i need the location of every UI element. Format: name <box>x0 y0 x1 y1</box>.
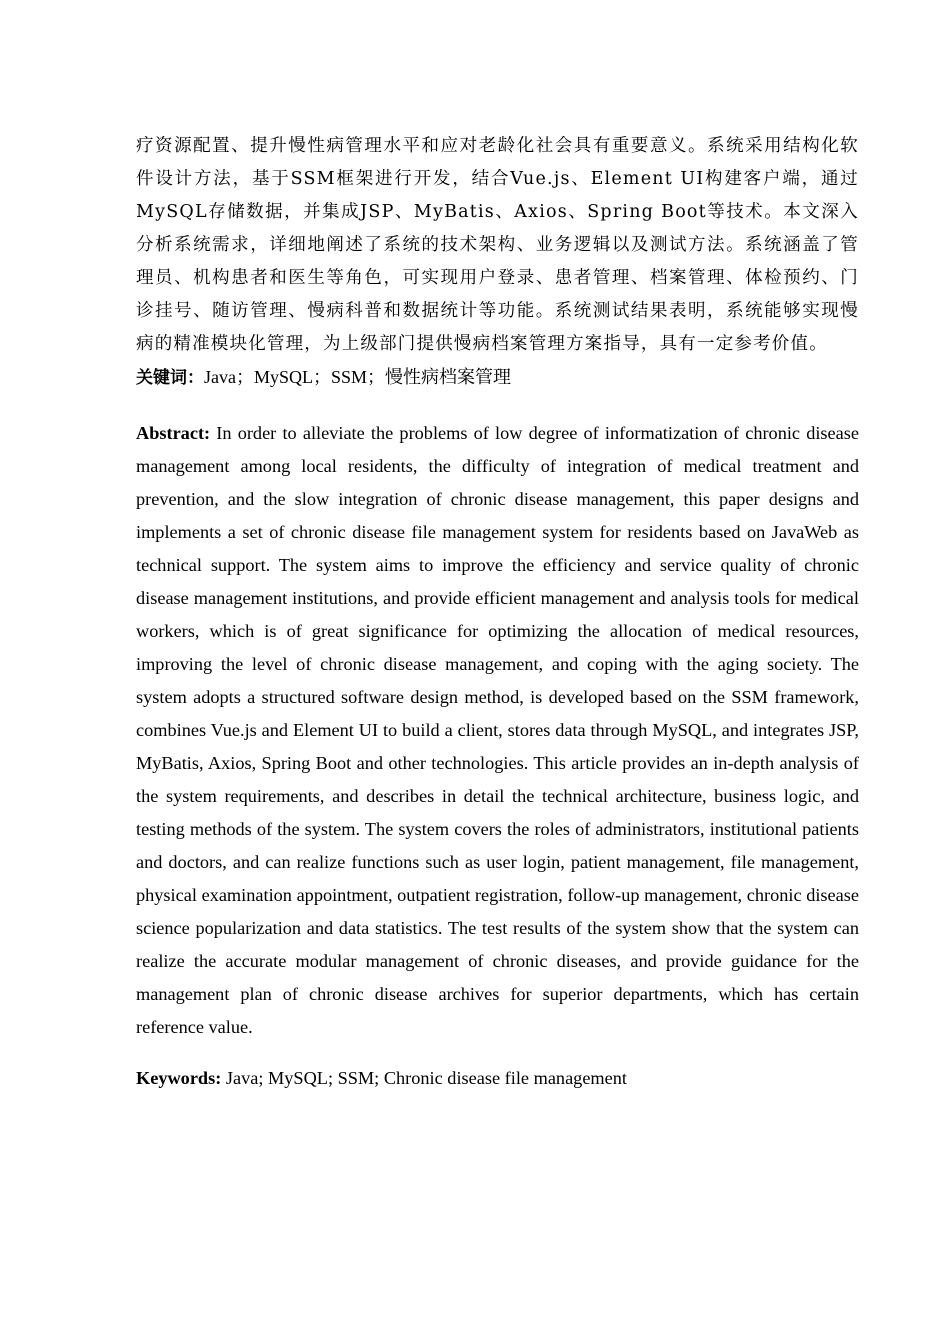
chinese-keywords-label: 关键词： <box>136 368 204 388</box>
english-abstract-body: In order to alleviate the problems of low degree of informatization of chronic disease management among local residents, the difficulty of integration of medical treatment and prevention, and the slow integration of chronic disease management, this paper designs and implements a set of chronic disease file management system for residents based on JavaWeb as technical support. The system aims to improve the efficiency and service quality of chronic disease management institutions, and provide efficient management and analysis tools for medical workers, which is of great significance for optimizing the allocation of medical resources, improving the level of chronic disease management, and coping with the aging society. The system adopts a structured software design method, is developed based on the SSM framework, combines Vue.js and Element UI to build a client, stores data through MySQL, and integrates JSP, MyBatis, Axios, Spring Boot and other technologies. This article provides an in-depth analysis of the system requirements, and describes in detail the technical architecture, business logic, and testing methods of the system. The system covers the roles of administrators, institutional patients and doctors, and can realize functions such as user login, patient management, file management, physical examination appointment, outpatient registration, follow-up management, chronic disease science popularization and data statistics. The test results of the system show that the system can realize the accurate modular management of chronic diseases, and provide guidance for the management plan of chronic disease archives for superior departments, which has certain reference value. <box>136 423 859 1037</box>
chinese-keywords <box>136 361 859 395</box>
english-abstract-label: Abstract: <box>136 423 211 443</box>
english-keywords <box>136 1062 859 1095</box>
chinese-keywords-value: Java；MySQL；SSM；慢性病档案管理 <box>204 367 512 387</box>
english-keywords-value: Java; MySQL; SSM; Chronic disease file management <box>221 1068 627 1089</box>
english-keywords-label: Keywords: <box>136 1068 222 1089</box>
english-abstract <box>136 417 859 1044</box>
abstract-page <box>136 130 859 1095</box>
chinese-abstract-body: 疗资源配置、提升慢性病管理水平和应对老龄化社会具有重要意义。系统采用结构化软件设计方法，基于SSM框架进行开发，结合Vue.js、Element UI构建客户端，通过MySQL存储数据，并集成JSP、MyBatis、Axios、Spring Boot等技术。本文深入分析系统需求，详细地阐述了系统的技术架构、业务逻辑以及测试方法。系统涵盖了管理员、机构患者和医生等角色，可实现用户登录、患者管理、档案管理、体检预约、门诊挂号、随访管理、慢病科普和数据统计等功能。系统测试结果表明，系统能够实现慢病的精准模块化管理，为上级部门提供慢病档案管理方案指导，具有一定参考价值。 <box>136 136 859 354</box>
